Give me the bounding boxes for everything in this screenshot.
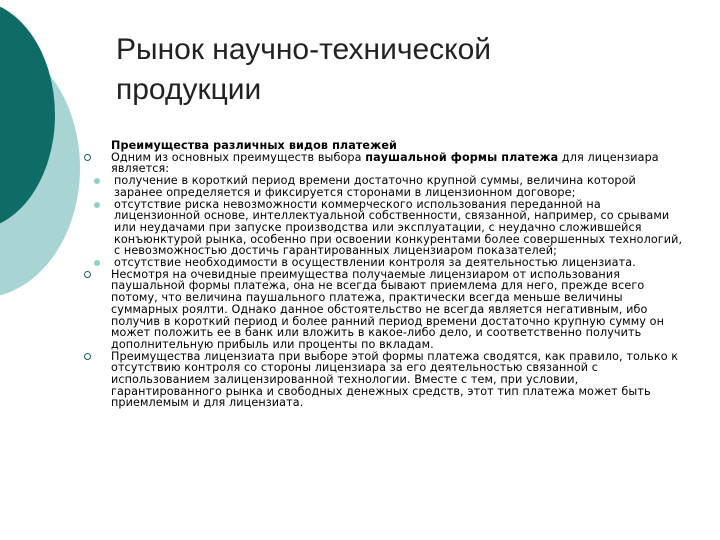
dot-bullet-icon (94, 202, 100, 208)
slide-body (84, 140, 684, 409)
bullet-1-text-pre: Одним из основных преимуществ выбора (111, 150, 366, 164)
sub-bullet-1-text: получение в короткий период времени достаточно крупной суммы, величина которой заранее определяется и фиксируется сторонами в лицензионном договоре; (114, 174, 636, 199)
bullet-1 (84, 152, 684, 175)
title-line-1: Рынок научно-технической (116, 33, 492, 66)
bullet-3 (84, 351, 684, 410)
dot-bullet-icon (94, 260, 100, 266)
bullet-2 (84, 269, 684, 351)
title-line-2: продукции (116, 73, 262, 106)
sub-bullet-3-text: отсутствие необходимости в осуществлении контроля за деятельностью лицензиата. (114, 256, 636, 270)
bullet-1-text-post: для лицензиара является: (111, 150, 659, 176)
dot-bullet-icon (94, 178, 100, 184)
sub-bullet-2 (84, 199, 684, 258)
circle-bullet-icon (84, 271, 91, 278)
sub-bullet-2-text: отсутствие риска невозможности коммерческого использования переданной на лицензионной основе, интеллектуальной собственности, связанной, например, со срывами или неудачами при запуске производства или эксплуатации, с неудачно сложившейся конъюнктурой рынка, особенно при освоении конкурентами более совершенных технологий, с невозможностью достичь гарантированных лицензиаром показателей; (114, 197, 683, 258)
circle-bullet-icon (84, 353, 91, 360)
page-title (116, 30, 696, 110)
circle-bullet-icon (84, 154, 91, 161)
bullet-1-text-bold: паушальной формы платежа (365, 150, 559, 164)
bullet-3-text: Преимущества лицензиата при выборе этой формы платежа сводятся, как правило, только к отсутствию контроля со стороны лицензиара за его деятельностью связанной с использованием залицензированной технологии. Вместе с тем, при условии, гарантированного рынка и свободных денежных средств, этот тип платежа может быть приемлемым и для лицензиата. (111, 349, 679, 410)
section-heading: Преимущества различных видов платежей (111, 139, 397, 152)
bullet-2-text: Несмотря на очевидные преимущества получаемые лицензиаром от использования паушальной формы платежа, она не всегда бывают приемлема для него, прежде всего потому, что величина паушального платежа, практически всегда меньше величины суммарных роялти. Однако данное обстоятельство не всегда является негативным, ибо получив в короткий период и более ранний период времени достаточно крупную сумму он может положить ее в банк или вложить в какое-либо дело, и соответственно получить дополнительную прибыль или проценты по вкладам. (111, 267, 664, 351)
sub-bullet-1 (84, 175, 684, 198)
